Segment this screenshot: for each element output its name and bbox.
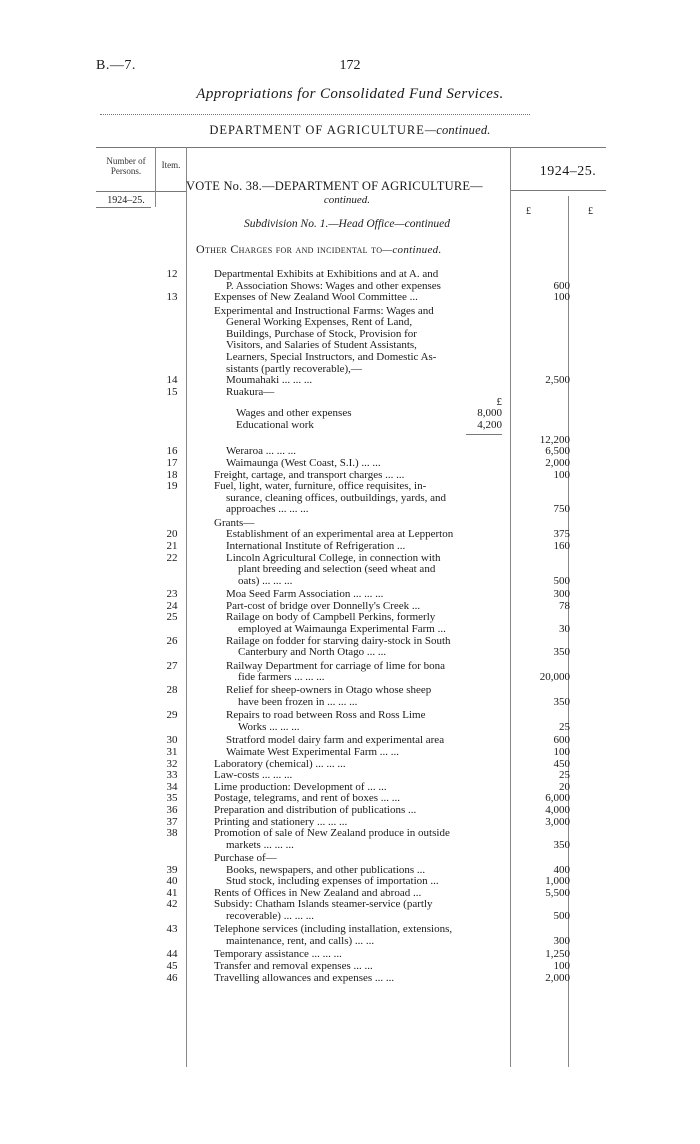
department-name: DEPARTMENT OF AGRICULTURE: [209, 123, 425, 137]
item-number: 24: [166, 599, 178, 612]
description-line: Promotion of sale of New Zealand produce in outside: [214, 827, 450, 840]
ruakura-wages-label: Wages and other expenses: [236, 407, 352, 419]
pound-column-1: £: [526, 206, 531, 217]
amount: 100: [553, 291, 570, 304]
persons-year: 1924–25.: [107, 195, 145, 206]
ruakura-total-rule: [466, 434, 502, 435]
ruakura-education-label: Educational work: [236, 419, 314, 431]
other-charges-label: Other Charges for and incidental to: [196, 242, 383, 256]
item-header: Item.: [161, 160, 181, 170]
description-line: P. Association Shows: Wages and other expenses: [226, 279, 441, 292]
pound-column-2: £: [588, 206, 593, 217]
item-number: 26: [166, 634, 178, 647]
item-number: 39: [166, 863, 178, 876]
description-line: sistants (partly recoverable),—: [226, 362, 362, 375]
page-number: 172: [339, 58, 361, 73]
description-line: Railage on fodder for starving dairy-stock in South: [226, 634, 451, 647]
amount: 2,500: [545, 374, 570, 387]
item-number: 45: [166, 959, 178, 972]
item-number: 32: [166, 757, 178, 770]
amount: 1,250: [545, 948, 570, 961]
item-number: 40: [166, 875, 178, 888]
ruakura-pound: £: [496, 396, 502, 408]
description-line: International Institute of Refrigeration ...: [226, 540, 406, 553]
number-of-persons-header: Number of Persons.: [106, 156, 146, 176]
item-number: 13: [166, 291, 178, 304]
amount: 6,500: [545, 445, 570, 458]
amount: 25: [559, 720, 570, 733]
amount: 78: [559, 599, 570, 612]
item-number: 35: [166, 792, 178, 805]
amount: 500: [553, 574, 570, 587]
description-line: Canterbury and North Otago ... ...: [238, 646, 387, 659]
description-line: Travelling allowances and expenses ... ...: [214, 971, 395, 984]
subdivision-label: Subdivision No. 1.—Head Office—continued: [243, 218, 451, 230]
description-line: Weraroa ... ... ...: [226, 445, 296, 458]
description-line: Preparation and distribution of publications ...: [214, 803, 417, 816]
description-line: approaches ... ... ...: [226, 503, 309, 516]
amount: 350: [553, 696, 570, 709]
amount: 2,000: [545, 971, 570, 984]
description-line: Buildings, Purchase of Stock, Provision for: [226, 327, 417, 340]
amount: 750: [553, 503, 570, 516]
amount: 350: [553, 646, 570, 659]
description-line: Departmental Exhibits at Exhibitions and at A. and: [214, 268, 439, 280]
description-line: Fuel, light, water, furniture, office requisites, in-: [214, 480, 427, 493]
item-number: 30: [166, 734, 178, 747]
other-charges-continued: —continued.: [382, 244, 442, 256]
description-line: Purchase of—: [214, 852, 277, 865]
amount-year-rule: [510, 190, 606, 191]
persons-subheader-rule: [96, 207, 151, 208]
item-number: 36: [166, 803, 178, 816]
description-line: Moa Seed Farm Association ... ... ...: [226, 588, 384, 601]
description-line: Ruakura—: [226, 385, 275, 398]
item-number: 21: [166, 540, 178, 553]
amount: 4,000: [545, 803, 570, 816]
amount: 12,200: [539, 433, 570, 446]
description-line: Waimate West Experimental Farm ... ...: [226, 745, 400, 758]
amount: 2,000: [545, 457, 570, 470]
description-line: Temporary assistance ... ... ...: [214, 948, 342, 961]
amount: 400: [553, 863, 570, 876]
item-number: 16: [166, 445, 178, 458]
description-line: Waimaunga (West Coast, S.I.) ... ...: [226, 457, 381, 470]
description-line: Transfer and removal expenses ... ...: [214, 959, 373, 972]
description-line: Lime production: Development of ... ...: [214, 780, 387, 793]
description-line: Lincoln Agricultural College, in connection with: [226, 551, 441, 564]
amount: 450: [553, 757, 570, 770]
description-line: General Working Expenses, Rent of Land,: [226, 316, 413, 329]
other-charges-heading: [196, 242, 508, 257]
amount: 300: [553, 934, 570, 947]
item-number: 14: [166, 374, 178, 387]
amount: 5,500: [545, 886, 570, 899]
description-line: Postage, telegrams, and rent of boxes ... ...: [214, 792, 401, 805]
item-number: 27: [166, 659, 178, 672]
amount: 600: [553, 279, 570, 292]
item-number: 31: [166, 745, 178, 758]
description-line: Printing and stationery ... ... ...: [214, 815, 348, 828]
description-line: Telephone services (including installation, extensions,: [214, 923, 453, 936]
amount: 600: [553, 734, 570, 747]
persons-item-divider: [155, 147, 156, 207]
item-number: 15: [166, 385, 178, 398]
item-desc-divider: [186, 147, 187, 1067]
item-number: 43: [166, 923, 178, 936]
description-line: oats) ... ... ...: [238, 574, 293, 587]
amount: 20: [559, 780, 570, 793]
amount: 500: [553, 910, 570, 923]
description-line: surance, cleaning offices, outbuildings, yards, and: [226, 491, 447, 504]
description-line: recoverable) ... ... ...: [226, 910, 314, 923]
amount: 350: [553, 838, 570, 851]
description-line: Subsidy: Chatham Islands steamer-service (partly: [214, 898, 433, 911]
description-line: Moumahaki ... ... ...: [226, 374, 313, 387]
document-reference: B.—7.: [96, 58, 136, 73]
item-number: 37: [166, 815, 178, 828]
item-number: 42: [166, 898, 178, 911]
item-number: 44: [166, 948, 178, 961]
description-line: Works ... ... ...: [238, 720, 300, 733]
item-number: 29: [166, 709, 178, 722]
description-line: Part-cost of bridge over Donnelly's Creek ...: [226, 599, 421, 612]
item-number: 33: [166, 769, 178, 782]
item-number: 38: [166, 827, 178, 840]
subdivision-heading: [186, 218, 508, 230]
title-rule: [100, 114, 530, 115]
item-number: 41: [166, 886, 178, 899]
description-line: Stud stock, including expenses of importation ...: [226, 875, 439, 888]
description-line: Relief for sheep-owners in Otago whose sheep: [226, 684, 432, 697]
department-continued: —continued.: [424, 123, 491, 137]
persons-year-rule: [96, 191, 186, 192]
amount: 3,000: [545, 815, 570, 828]
description-line: plant breeding and selection (seed wheat and: [238, 563, 436, 576]
item-number: 23: [166, 588, 178, 601]
item-number: 25: [166, 611, 178, 624]
page-title: Appropriations for Consolidated Fund Services.: [196, 86, 504, 102]
item-number: 17: [166, 457, 178, 470]
amount: 375: [553, 528, 570, 541]
description-line: markets ... ... ...: [226, 838, 294, 851]
amount: 25: [559, 769, 570, 782]
description-line: Experimental and Instructional Farms: Wages and: [214, 304, 434, 317]
description-line: Freight, cartage, and transport charges ... ...: [214, 468, 405, 481]
description-line: Railage on body of Campbell Perkins, formerly: [226, 611, 436, 624]
item-number: 19: [166, 480, 178, 493]
description-line: Stratford model dairy farm and experimental area: [226, 734, 445, 747]
amount: 100: [553, 959, 570, 972]
amount: 100: [553, 745, 570, 758]
description-line: Learners, Special Instructors, and Domestic As-: [226, 350, 437, 363]
amount: 6,000: [545, 792, 570, 805]
amount: 30: [559, 622, 570, 635]
amount: 1,000: [545, 875, 570, 888]
item-number: 28: [166, 684, 178, 697]
description-line: Laboratory (chemical) ... ... ...: [214, 757, 346, 770]
item-number: 18: [166, 468, 178, 481]
ruakura-wages-amount: 8,000: [477, 407, 502, 419]
description-line: maintenance, rent, and calls) ... ...: [226, 934, 375, 947]
description-line: employed at Waimaunga Experimental Farm ...: [238, 622, 446, 635]
description-line: Law-costs ... ... ...: [214, 769, 293, 782]
amount: 20,000: [539, 671, 570, 684]
department-heading: [0, 123, 700, 138]
item-number: 46: [166, 971, 178, 984]
ruakura-education-amount: 4,200: [477, 419, 502, 431]
item-number: 20: [166, 528, 178, 541]
description-line: Repairs to road between Ross and Ross Lime: [226, 709, 426, 722]
description-line: fide farmers ... ... ...: [238, 671, 325, 684]
description-line: Books, newspapers, and other publications ...: [226, 863, 426, 876]
amount: 100: [553, 468, 570, 481]
vote-continued: continued.: [323, 194, 371, 206]
table-top-rule: [96, 147, 606, 148]
description-line: Railway Department for carriage of lime for bona: [226, 659, 445, 672]
amount: 160: [553, 540, 570, 553]
description-line: Visitors, and Salaries of Student Assistants,: [226, 339, 417, 352]
vote-title: VOTE No. 38.—DEPARTMENT OF AGRICULTURE—: [186, 179, 483, 193]
item-number: 22: [166, 551, 178, 564]
description-line: Expenses of New Zealand Wool Committee ...: [214, 291, 418, 304]
item-number: 12: [166, 268, 178, 280]
description-line: Grants—: [214, 516, 255, 529]
description-line: have been frozen in ... ... ...: [238, 696, 358, 709]
item-number: 34: [166, 780, 178, 793]
amount-year: 1924–25.: [539, 164, 597, 179]
description-line: Rents of Offices in New Zealand and abroad ...: [214, 886, 422, 899]
amount: 300: [553, 588, 570, 601]
description-line: Establishment of an experimental area at Lepperton: [226, 528, 454, 541]
